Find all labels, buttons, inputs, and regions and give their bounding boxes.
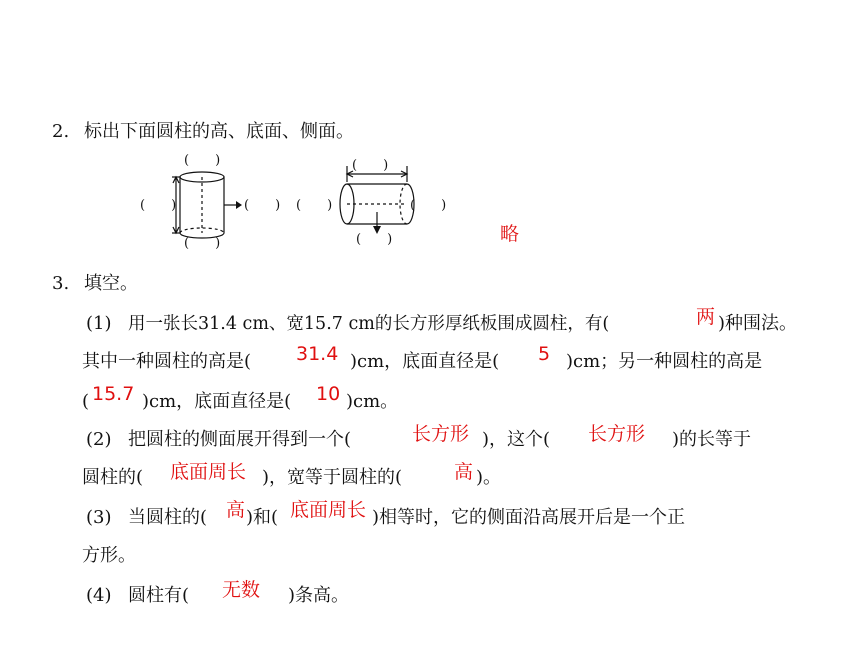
p4-seg2: )条高。 xyxy=(288,585,350,606)
p2-answer-4: 高 xyxy=(454,461,474,483)
p2-seg1: 把圆柱的侧面展开得到一个( xyxy=(128,429,352,450)
fig1-left-paren: ( ) xyxy=(140,198,177,213)
p1-seg1: 用一张长31.4 cm、宽15.7 cm的长方形厚纸板围成圆柱，有( xyxy=(128,314,610,334)
p3-seg2: )和( xyxy=(246,507,279,528)
q3-title: 填空。 xyxy=(84,273,138,294)
p1-answer-5: 10 xyxy=(316,383,341,405)
p3-seg1: 当圆柱的( xyxy=(128,507,208,528)
fig1-top-paren: ( ) xyxy=(184,153,221,168)
p3-answer-1: 高 xyxy=(226,499,246,521)
q2-text: 标出下面圆柱的高、底面、侧面。 xyxy=(84,121,354,142)
fig2-left-paren: ( ) xyxy=(296,198,333,213)
p3-num: (3) xyxy=(86,507,112,528)
p2-seg5: )，宽等于圆柱的( xyxy=(262,467,403,488)
q3-number: 3. xyxy=(52,273,70,294)
p3-seg4: 方形。 xyxy=(82,545,136,566)
fig2-right-paren: ( ) xyxy=(410,198,447,213)
p2-answer-1: 长方形 xyxy=(412,423,470,445)
p2-seg2: )，这个( xyxy=(482,429,551,450)
fig1-right-paren: ( ) xyxy=(244,198,281,213)
p1-seg7: )cm，底面直径是( xyxy=(142,391,292,412)
p2-seg6: )。 xyxy=(476,467,502,488)
p4-seg1: 圆柱有( xyxy=(128,585,190,606)
p2-answer-3: 底面周长 xyxy=(170,461,247,483)
p1-seg8: )cm。 xyxy=(346,391,399,412)
p4-num: (4) xyxy=(86,585,112,606)
q2-number: 2. xyxy=(52,121,70,142)
p1-seg2: )种围法。 xyxy=(718,313,798,334)
p1-seg3: 其中一种圆柱的高是( xyxy=(82,351,252,372)
p2-num: (2) xyxy=(86,429,112,450)
fig2-bottom-paren: ( ) xyxy=(356,232,393,247)
p2-seg3: )的长等于 xyxy=(672,429,752,450)
p1-answer-2: 31.4 xyxy=(296,343,339,365)
p1-seg5: )cm；另一种圆柱的高是 xyxy=(566,351,763,372)
p2-seg4: 圆柱的( xyxy=(82,467,144,488)
p1-seg4: )cm，底面直径是( xyxy=(350,351,500,372)
p4-answer-1: 无数 xyxy=(222,579,261,601)
p3-seg3: )相等时，它的侧面沿高展开后是一个正 xyxy=(372,507,686,528)
fig2-top-paren: ( ) xyxy=(352,158,389,173)
p1-seg6: ( xyxy=(82,391,90,412)
p2-answer-2: 长方形 xyxy=(588,423,646,445)
p1-num: (1) xyxy=(86,313,112,334)
fig1-bottom-paren: ( ) xyxy=(184,236,221,251)
p1-answer-3: 5 xyxy=(538,343,551,365)
p1-answer-4: 15.7 xyxy=(92,383,135,405)
p3-answer-2: 底面周长 xyxy=(290,499,367,521)
p1-answer-1: 两 xyxy=(696,306,716,328)
q2-answer: 略 xyxy=(500,223,520,245)
